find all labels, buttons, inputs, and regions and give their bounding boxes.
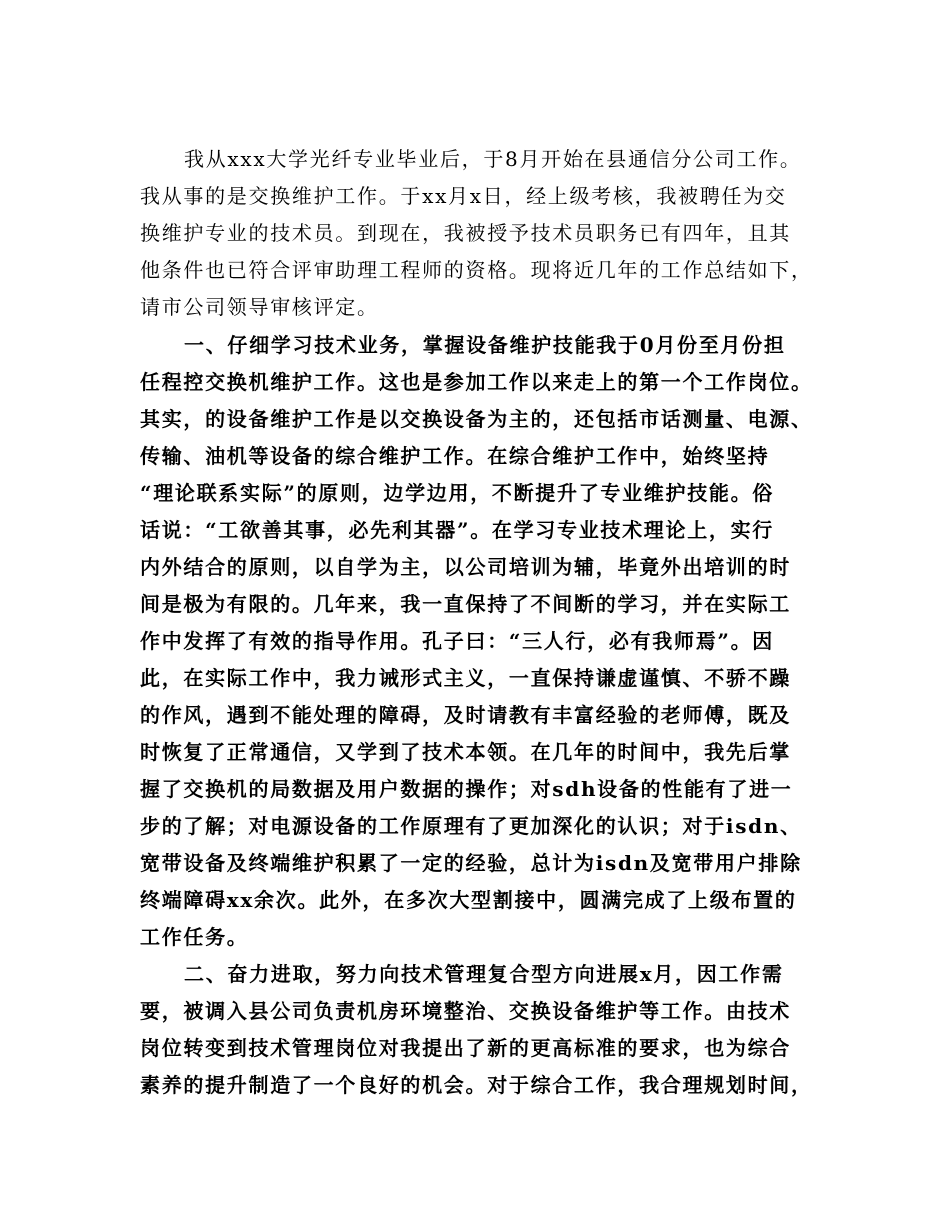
text-line: 终端障碍xx余次。此外，在多次大型割接中，圆满完成了上级布置的	[140, 888, 797, 912]
text-line: “理论联系实际”的原则，边学边用，不断提升了专业维护技能。俗	[140, 481, 775, 505]
text-line: 我从事的是交换维护工作。于xx月x日，经上级考核，我被聘任为交	[140, 184, 787, 208]
text-line: 步的了解；对电源设备的工作原理有了更加深化的认识；对于isdn、	[140, 814, 802, 838]
text-line: 一、仔细学习技术业务，掌握设备维护技能我于0月份至月份担	[184, 333, 786, 357]
text-line: 内外结合的原则，以自学为主，以公司培训为辅，毕竟外出培训的时	[140, 555, 791, 579]
text-line: 工作任务。	[140, 925, 249, 949]
intro-paragraph	[140, 141, 812, 326]
text-line: 握了交换机的局数据及用户数据的操作；对sdh设备的性能有了进一	[140, 777, 793, 801]
text-line: 的作风，遇到不能处理的障碍，及时请教有丰富经验的老师傅，既及	[140, 703, 791, 727]
text-line: 换维护专业的技术员。到现在，我被授予技术员职务已有四年，且其	[140, 221, 791, 245]
text-line: 任程控交换机维护工作。这也是参加工作以来走上的第一个工作岗位。	[140, 370, 813, 394]
text-line: 二、奋力进取，努力向技术管理复合型方向进展x月，因工作需	[184, 962, 784, 986]
text-line: 时恢复了正常通信，又学到了技术本领。在几年的时间中，我先后掌	[140, 740, 791, 764]
text-line: 素养的提升制造了一个良好的机会。对于综合工作，我合理规划时间，	[140, 1073, 813, 1097]
text-line: 此，在实际工作中，我力诫形式主义，一直保持谦虚谨慎、不骄不躁	[140, 666, 791, 690]
text-line: 作中发挥了有效的指导作用。孔子曰：“三人行，必有我师焉”。因	[140, 629, 775, 653]
text-line: 我从xxx大学光纤专业毕业后，于8月开始在县通信分公司工作。	[184, 147, 802, 171]
text-line: 岗位转变到技术管理岗位对我提出了新的更高标准的要求，也为综合	[140, 1036, 791, 1060]
text-line: 间是极为有限的。几年来，我一直保持了不间断的学习，并在实际工	[140, 592, 791, 616]
text-line: 他条件也已符合评审助理工程师的资格。现将近几年的工作总结如下，	[140, 258, 813, 282]
text-line: 宽带设备及终端维护积累了一定的经验，总计为isdn及宽带用户排除	[140, 851, 802, 875]
text-line: 传输、油机等设备的综合维护工作。在综合维护工作中，始终坚持	[140, 444, 770, 468]
text-line: 话说：“工欲善其事，必先利其器”。在学习专业技术理论上，实行	[140, 518, 775, 542]
text-line: 请市公司领导审核评定。	[140, 295, 379, 319]
text-line: 其实，的设备维护工作是以交换设备为主的，还包括市话测量、电源、	[140, 407, 813, 431]
section-one-paragraph	[140, 327, 812, 956]
text-line: 要，被调入县公司负责机房环境整治、交换设备维护等工作。由技术	[140, 999, 791, 1023]
section-two-paragraph	[140, 956, 812, 1104]
